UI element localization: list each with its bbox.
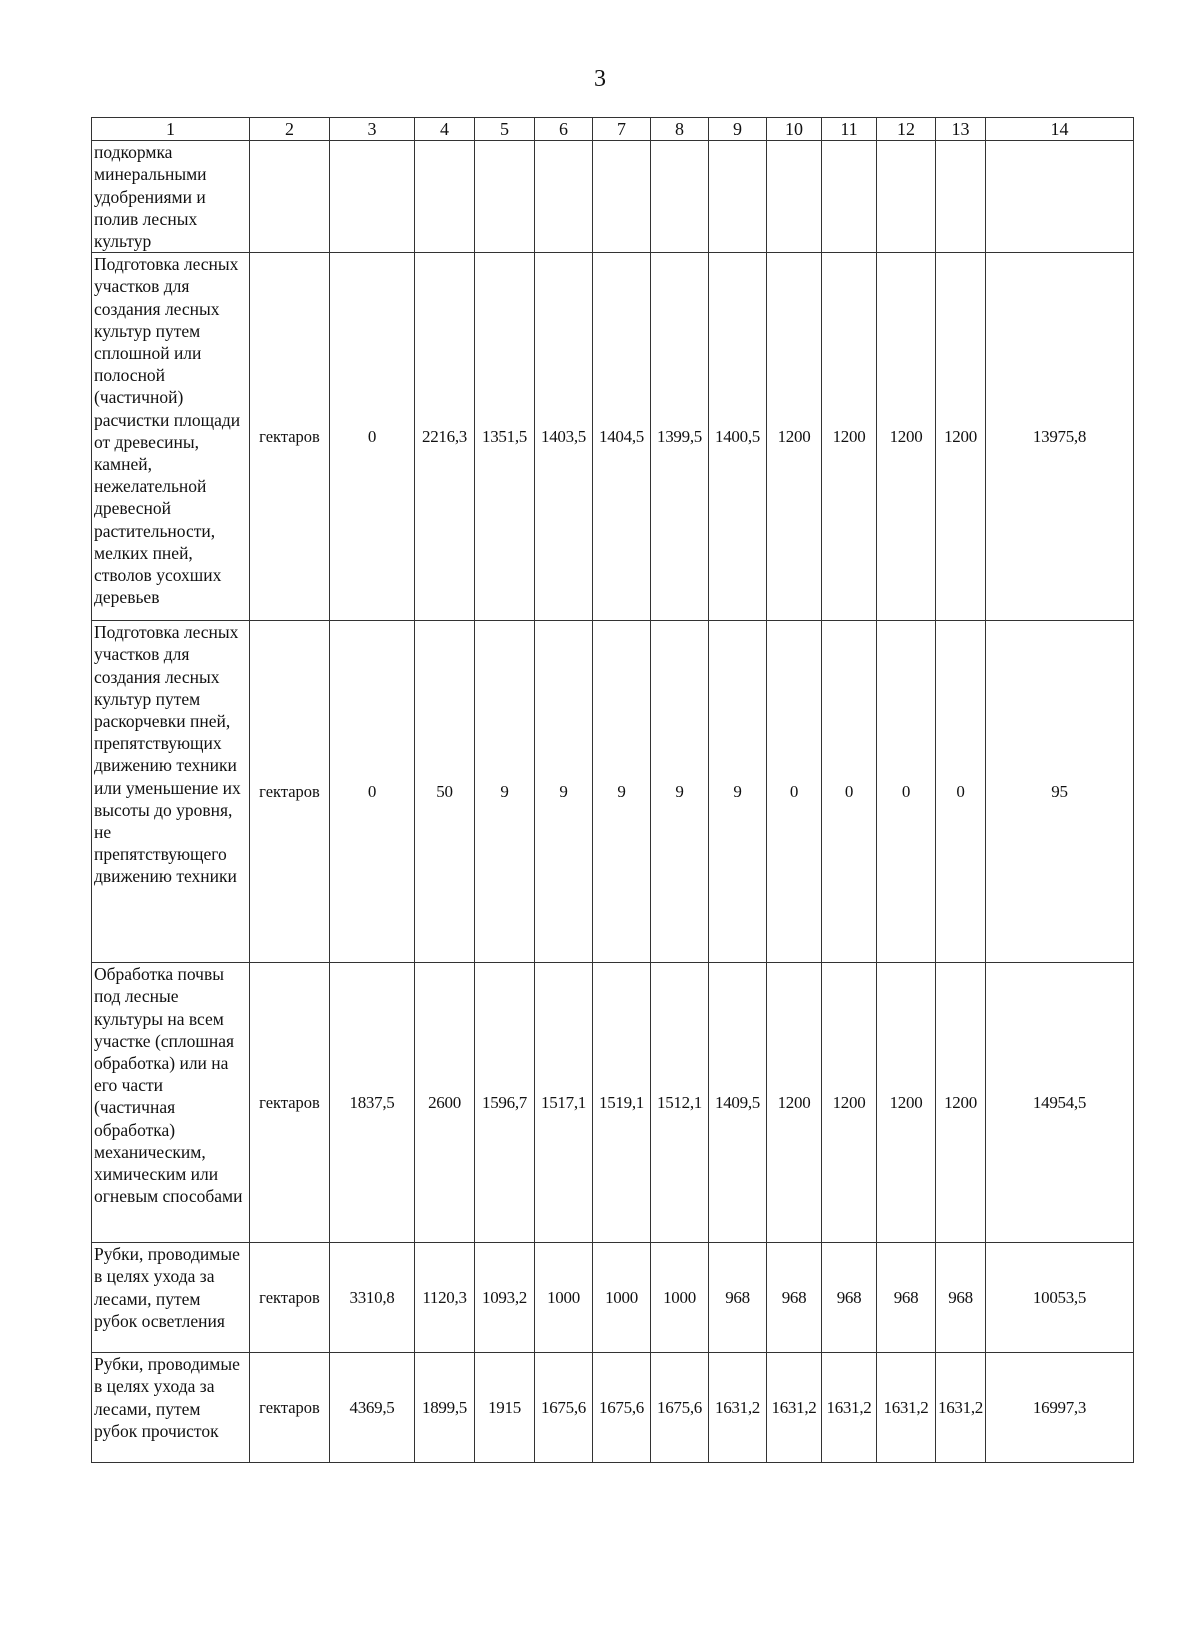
value-cell: 4369,5 bbox=[330, 1353, 415, 1463]
value-cell: 0 bbox=[330, 621, 415, 963]
total-cell: 13975,8 bbox=[986, 253, 1134, 621]
table-body bbox=[92, 141, 1134, 1463]
table-header bbox=[92, 118, 1134, 141]
unit-cell: гектаров bbox=[250, 1243, 330, 1353]
value-cell bbox=[535, 141, 593, 253]
value-cell: 1403,5 bbox=[535, 253, 593, 621]
table-row bbox=[92, 1243, 1134, 1353]
value-cell: 1399,5 bbox=[651, 253, 709, 621]
table-row bbox=[92, 253, 1134, 621]
value-cell bbox=[936, 141, 986, 253]
total-cell bbox=[986, 141, 1134, 253]
value-cell: 1351,5 bbox=[475, 253, 535, 621]
value-cell bbox=[593, 141, 651, 253]
unit-cell: гектаров bbox=[250, 621, 330, 963]
value-cell: 1675,6 bbox=[535, 1353, 593, 1463]
value-cell bbox=[330, 141, 415, 253]
table-row bbox=[92, 1353, 1134, 1463]
value-cell: 9 bbox=[593, 621, 651, 963]
data-table bbox=[91, 117, 1134, 1463]
value-cell: 968 bbox=[877, 1243, 936, 1353]
value-cell: 1120,3 bbox=[415, 1243, 475, 1353]
value-cell: 1200 bbox=[877, 963, 936, 1243]
value-cell: 3310,8 bbox=[330, 1243, 415, 1353]
table-row bbox=[92, 141, 1134, 253]
activity-name-cell: подкормка минеральными удобрениями и полив лесных культур bbox=[92, 141, 250, 253]
column-header: 4 bbox=[415, 118, 475, 141]
value-cell: 0 bbox=[767, 621, 822, 963]
value-cell: 1200 bbox=[767, 253, 822, 621]
value-cell: 968 bbox=[936, 1243, 986, 1353]
value-cell bbox=[475, 141, 535, 253]
value-cell: 2600 bbox=[415, 963, 475, 1243]
activity-name-cell: Обработка почвы под лесные культуры на всем участке (сплошная обработка) или на его части (частичная обработка) механическим, химическим или огневым способами bbox=[92, 963, 250, 1243]
value-cell: 1200 bbox=[936, 963, 986, 1243]
column-header: 3 bbox=[330, 118, 415, 141]
value-cell: 1517,1 bbox=[535, 963, 593, 1243]
table-row bbox=[92, 963, 1134, 1243]
value-cell bbox=[767, 141, 822, 253]
activity-name-cell: Подготовка лесных участков для создания лесных культур путем сплошной или полосной (частичной) расчистки площади от древесины, камней, нежелательной древесной растительности, мелких пней, стволов усохших деревьев bbox=[92, 253, 250, 621]
value-cell: 1000 bbox=[593, 1243, 651, 1353]
column-header: 8 bbox=[651, 118, 709, 141]
value-cell: 0 bbox=[822, 621, 877, 963]
value-cell: 1631,2 bbox=[822, 1353, 877, 1463]
value-cell: 9 bbox=[651, 621, 709, 963]
column-header: 1 bbox=[92, 118, 250, 141]
total-cell: 16997,3 bbox=[986, 1353, 1134, 1463]
total-cell: 95 bbox=[986, 621, 1134, 963]
column-header: 2 bbox=[250, 118, 330, 141]
value-cell bbox=[651, 141, 709, 253]
value-cell: 968 bbox=[709, 1243, 767, 1353]
column-header: 11 bbox=[822, 118, 877, 141]
value-cell: 1519,1 bbox=[593, 963, 651, 1243]
value-cell: 1915 bbox=[475, 1353, 535, 1463]
value-cell: 1631,2 bbox=[877, 1353, 936, 1463]
value-cell: 1899,5 bbox=[415, 1353, 475, 1463]
value-cell: 1631,2 bbox=[767, 1353, 822, 1463]
value-cell bbox=[415, 141, 475, 253]
header-row bbox=[92, 118, 1134, 141]
column-header: 5 bbox=[475, 118, 535, 141]
value-cell: 1512,1 bbox=[651, 963, 709, 1243]
value-cell: 1837,5 bbox=[330, 963, 415, 1243]
value-cell: 9 bbox=[709, 621, 767, 963]
total-cell: 10053,5 bbox=[986, 1243, 1134, 1353]
value-cell bbox=[822, 141, 877, 253]
value-cell: 9 bbox=[475, 621, 535, 963]
value-cell: 1631,2 bbox=[936, 1353, 986, 1463]
value-cell: 0 bbox=[877, 621, 936, 963]
column-header: 14 bbox=[986, 118, 1134, 141]
unit-cell: гектаров bbox=[250, 963, 330, 1243]
unit-cell bbox=[250, 141, 330, 253]
value-cell: 1409,5 bbox=[709, 963, 767, 1243]
page-number: 3 bbox=[594, 66, 606, 92]
value-cell: 2216,3 bbox=[415, 253, 475, 621]
value-cell: 1000 bbox=[651, 1243, 709, 1353]
column-header: 7 bbox=[593, 118, 651, 141]
value-cell bbox=[877, 141, 936, 253]
activity-name-cell: Рубки, проводимые в целях ухода за лесами, путем рубок осветления bbox=[92, 1243, 250, 1353]
value-cell: 1200 bbox=[822, 253, 877, 621]
column-header: 10 bbox=[767, 118, 822, 141]
value-cell: 1631,2 bbox=[709, 1353, 767, 1463]
value-cell: 0 bbox=[936, 621, 986, 963]
unit-cell: гектаров bbox=[250, 1353, 330, 1463]
activity-name-cell: Рубки, проводимые в целях ухода за лесами, путем рубок прочисток bbox=[92, 1353, 250, 1463]
column-header: 9 bbox=[709, 118, 767, 141]
value-cell: 1675,6 bbox=[651, 1353, 709, 1463]
value-cell: 50 bbox=[415, 621, 475, 963]
value-cell: 1675,6 bbox=[593, 1353, 651, 1463]
value-cell: 1400,5 bbox=[709, 253, 767, 621]
activity-name-cell: Подготовка лесных участков для создания лесных культур путем раскорчевки пней, препятствующих движению техники или уменьшение их высоты до уровня, не препятствующего движению техники bbox=[92, 621, 250, 963]
value-cell: 968 bbox=[767, 1243, 822, 1353]
value-cell: 0 bbox=[330, 253, 415, 621]
value-cell: 1000 bbox=[535, 1243, 593, 1353]
table-row bbox=[92, 621, 1134, 963]
value-cell: 968 bbox=[822, 1243, 877, 1353]
value-cell: 1200 bbox=[936, 253, 986, 621]
column-header: 13 bbox=[936, 118, 986, 141]
value-cell: 1404,5 bbox=[593, 253, 651, 621]
value-cell: 1596,7 bbox=[475, 963, 535, 1243]
column-header: 12 bbox=[877, 118, 936, 141]
value-cell bbox=[709, 141, 767, 253]
value-cell: 1200 bbox=[877, 253, 936, 621]
total-cell: 14954,5 bbox=[986, 963, 1134, 1243]
value-cell: 9 bbox=[535, 621, 593, 963]
column-header: 6 bbox=[535, 118, 593, 141]
unit-cell: гектаров bbox=[250, 253, 330, 621]
value-cell: 1200 bbox=[767, 963, 822, 1243]
value-cell: 1200 bbox=[822, 963, 877, 1243]
value-cell: 1093,2 bbox=[475, 1243, 535, 1353]
